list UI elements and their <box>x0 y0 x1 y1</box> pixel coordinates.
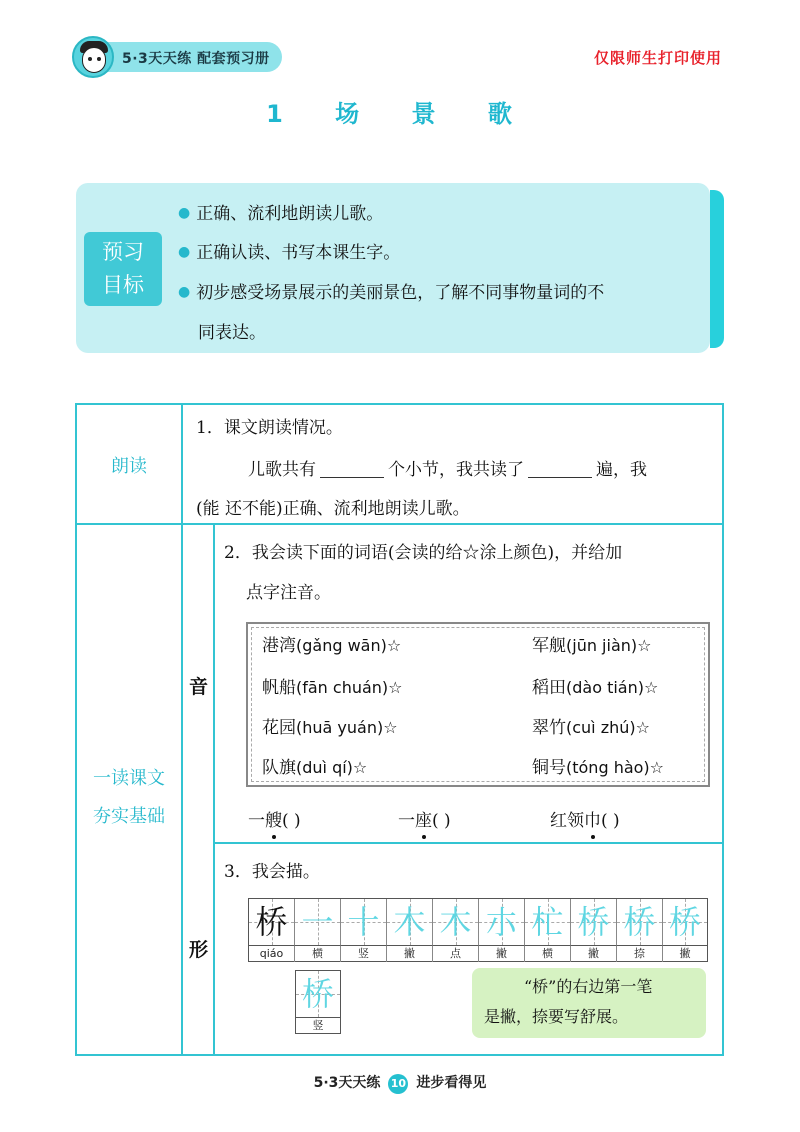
goals-panel-edge <box>710 190 724 348</box>
word-item: 花园(huā yuán)☆ <box>262 718 398 738</box>
goal-item: ● 正确、流利地朗读儿歌。 <box>178 204 384 224</box>
trace-char: 桥 <box>301 975 334 1013</box>
answer-blank[interactable] <box>528 460 592 478</box>
stroke-label: 点 <box>433 945 479 962</box>
tracing-grid <box>248 898 708 962</box>
stroke-label: 横 <box>295 945 341 962</box>
question-2-line2: 点字注音。 <box>246 583 331 603</box>
question-3-title: 3．我会描。 <box>224 862 320 882</box>
table-border-top <box>75 403 723 405</box>
stroke-label: 捺 <box>617 945 663 962</box>
trace-char: 木 <box>439 903 472 941</box>
goals-badge-line1: 预习 <box>102 240 144 264</box>
measure-word-item: 红领巾( ) <box>550 811 620 831</box>
sound-label: 音 <box>189 676 209 698</box>
goal-item: ● 初步感受场景展示的美丽景色，了解不同事物量词的不 <box>178 283 605 303</box>
mascot-icon <box>72 36 114 78</box>
grid-cell[interactable] <box>617 899 663 945</box>
question-1-line1: 儿歌共有 个小节，我共读了 遍，我 <box>248 460 647 480</box>
trace-char: 桥 <box>577 903 610 941</box>
word-item: 铜号(tóng hào)☆ <box>532 758 665 778</box>
stroke-label: 撇 <box>387 945 433 962</box>
footer <box>0 1072 800 1094</box>
section-label-basic: 一读课文 夯实基础 <box>93 768 165 827</box>
word-item: 港湾(gǎng wān)☆ <box>262 636 402 656</box>
goals-panel <box>76 183 710 353</box>
word-item: 翠竹(cuì zhú)☆ <box>532 718 650 738</box>
bullet-icon: ● <box>178 205 191 221</box>
stroke-label: 竖 <box>341 945 387 962</box>
stroke-label: 横 <box>525 945 571 962</box>
word-item: 军舰(jūn jiàn)☆ <box>532 636 652 656</box>
stroke-label: 撇 <box>663 945 707 962</box>
writing-tip <box>472 968 706 1038</box>
grid-cell[interactable] <box>341 899 387 945</box>
trace-char: 桥 <box>623 903 656 941</box>
grid-cell[interactable] <box>479 899 525 945</box>
table-subcolumn-divider <box>213 523 215 1056</box>
goal-item-continued: 同表达。 <box>198 323 266 343</box>
bullet-icon: ● <box>178 284 191 300</box>
grid-cell[interactable] <box>571 899 617 945</box>
goals-badge <box>84 232 162 306</box>
footer-left: 5·3天天练 <box>313 1075 381 1091</box>
grid-cell[interactable] <box>387 899 433 945</box>
measure-word-item: 一座( ) <box>398 811 451 831</box>
bullet-icon: ● <box>178 244 191 260</box>
trace-char: 一 <box>301 903 334 941</box>
measure-word-item: 一艘( ) <box>248 811 301 831</box>
small-tracing-grid <box>295 970 341 1034</box>
table-border-left <box>75 403 77 1056</box>
pinyin-label: qiáo <box>249 945 295 962</box>
grid-cell[interactable] <box>433 899 479 945</box>
table-border-bottom <box>75 1054 723 1056</box>
table-divider <box>75 523 723 525</box>
print-notice: 仅限师生打印使用 <box>593 49 722 67</box>
tip-line1: “桥”的右边第一笔 <box>524 977 653 996</box>
answer-blank[interactable] <box>320 460 384 478</box>
word-item: 帆船(fān chuán)☆ <box>262 678 403 698</box>
table-row-divider <box>213 842 723 844</box>
question-2-line1: 2．我会读下面的词语(会读的给☆涂上颜色)，并给加 <box>224 543 623 563</box>
trace-char: 桥 <box>668 903 701 941</box>
goal-item: ● 正确认读、书写本课生字。 <box>178 243 401 263</box>
goals-badge-line2: 目标 <box>102 273 144 297</box>
stroke-label: 撇 <box>571 945 617 962</box>
footer-right: 进步看得见 <box>416 1075 487 1091</box>
shape-label: 形 <box>189 939 209 961</box>
trace-char: 朩 <box>485 903 518 941</box>
trace-char: 杧 <box>531 903 564 941</box>
table-border-right <box>722 403 724 1056</box>
lesson-title: 1 场 景 歌 <box>266 100 534 128</box>
trace-char: 桥 <box>255 903 288 941</box>
section-label-read: 朗读 <box>111 456 147 477</box>
stroke-label: 撇 <box>479 945 525 962</box>
word-item: 稻田(dào tián)☆ <box>532 678 659 698</box>
grid-cell[interactable] <box>295 899 341 945</box>
question-1-title: 1．课文朗读情况。 <box>196 418 343 438</box>
trace-char: 木 <box>393 903 426 941</box>
grid-cell <box>249 899 295 945</box>
grid-cell[interactable] <box>663 899 707 945</box>
trace-char: 十 <box>347 903 380 941</box>
tip-line2: 是撇，捺要写舒展。 <box>484 1007 629 1026</box>
book-title: 5·3天天练 配套预习册 <box>122 51 270 67</box>
stroke-label: 竖 <box>296 1017 340 1033</box>
page-number: 10 <box>388 1074 408 1094</box>
table-column-divider <box>181 403 183 1056</box>
grid-cell[interactable] <box>525 899 571 945</box>
word-item: 队旗(duì qí)☆ <box>262 758 368 778</box>
question-1-line2: (能 还不能)正确、流利地朗读儿歌。 <box>196 499 470 519</box>
